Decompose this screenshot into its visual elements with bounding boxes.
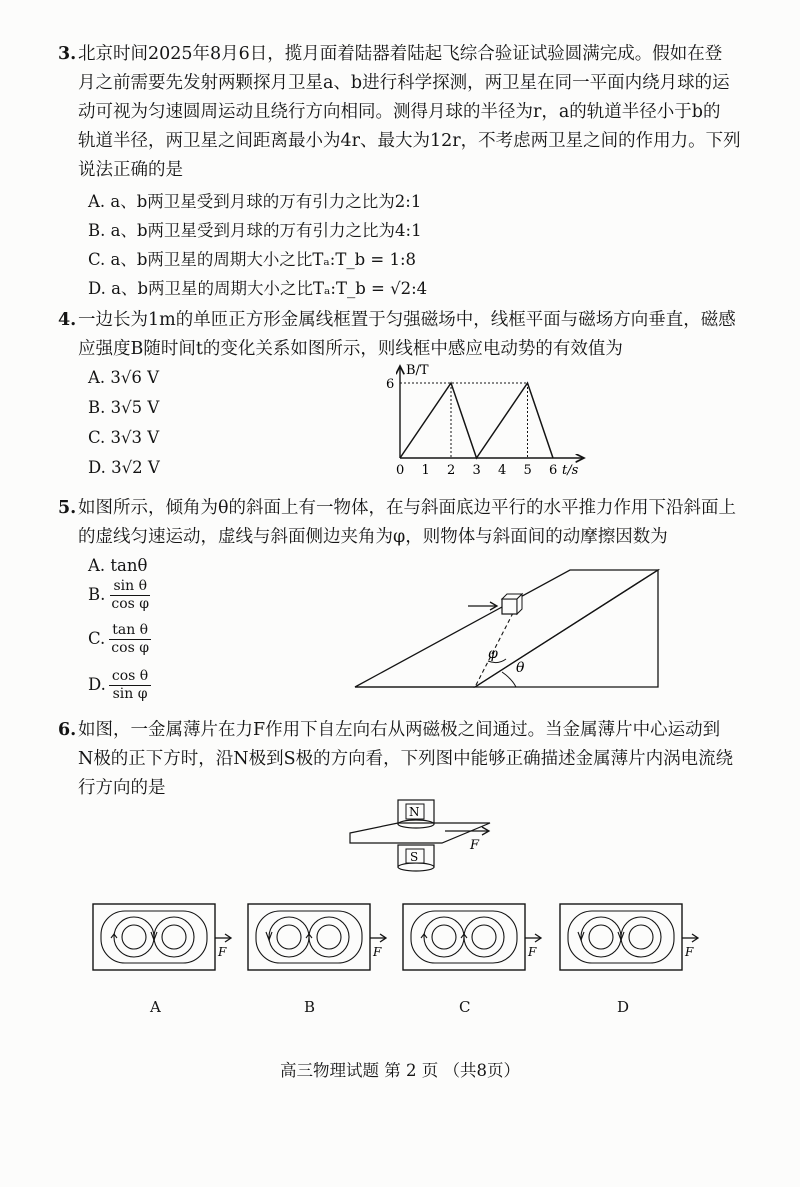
north-pole-magnet [398, 800, 434, 828]
eddy-panel-c[interactable] [400, 900, 550, 980]
question-number: 3. [58, 44, 77, 64]
south-label: S [410, 850, 419, 864]
question-text-line: 说法正确的是 [78, 160, 183, 180]
eddy-loop [589, 925, 613, 949]
option-d[interactable] [88, 668, 151, 703]
eddy-loop [162, 925, 186, 949]
incline-side-face [475, 570, 658, 687]
eddy-loop [154, 917, 194, 957]
denominator: cos φ [111, 596, 150, 612]
question-number: 4. [58, 310, 77, 330]
question-text-line: 动可视为匀速圆周运动且绕行方向相同。测得月球的半径为r，a的轨道半径小于b的 [78, 102, 721, 122]
fraction [108, 622, 152, 657]
x-tick-label: 2 [447, 463, 456, 478]
question-text-line: 轨道半径，两卫星之间距离最小为4r、最大为12r，不考虑两卫星之间的作用力。下列 [78, 131, 741, 151]
phi-label: φ [488, 646, 498, 662]
x-tick-label: 5 [523, 463, 532, 478]
force-label: F [373, 945, 382, 959]
eddy-panel-a[interactable] [90, 900, 240, 980]
eddy-loop [621, 917, 661, 957]
question-number: 6. [58, 720, 77, 740]
theta-label: θ [516, 660, 525, 676]
incline-figure [320, 555, 670, 695]
numerator: cos θ [109, 668, 151, 686]
question-text-line: 应强度B随时间t的变化关系如图所示，则线框中感应电动势的有效值为 [78, 339, 623, 359]
fraction [109, 668, 151, 703]
y-axis-label: B/T [406, 363, 429, 378]
south-pole-magnet [398, 845, 434, 871]
eddy-current-choices [90, 900, 710, 980]
option-b[interactable]: B. a、b两卫星受到月球的万有引力之比为4:1 [88, 221, 422, 240]
numerator: tan θ [109, 622, 151, 640]
denominator: sin φ [112, 686, 148, 702]
option-c[interactable]: C. a、b两卫星的周期大小之比Tₐ:T_b = 1:8 [88, 250, 417, 269]
magnet-figure [340, 795, 500, 875]
choice-b-label[interactable]: B [304, 998, 316, 1016]
option-label: D. [88, 675, 106, 694]
b-t-graph [370, 360, 600, 485]
choice-c-label[interactable]: C [459, 998, 471, 1016]
question-6 [58, 716, 750, 803]
option-label: C. [88, 629, 106, 648]
question-4 [58, 306, 750, 364]
eddy-loop [472, 925, 496, 949]
incline-top-face [355, 570, 658, 687]
eddy-loop [122, 925, 146, 949]
y-tick-label: 6 [386, 377, 395, 392]
x-tick-label: 3 [472, 463, 481, 478]
option-a[interactable]: A. 3√6 V [88, 368, 160, 387]
question-3 [58, 40, 750, 185]
question-text-line: 如图所示，倾角为θ的斜面上有一物体，在与斜面底边平行的水平推力作用下沿斜面上 [78, 498, 737, 518]
x-tick-label: 0 [396, 463, 405, 478]
option-c[interactable]: C. 3√3 V [88, 428, 160, 447]
eddy-loop [114, 917, 154, 957]
eddy-loop [277, 925, 301, 949]
option-b[interactable] [88, 578, 152, 613]
north-label: N [409, 805, 420, 819]
question-number: 5. [58, 498, 77, 518]
option-d[interactable]: D. a、b两卫星的周期大小之比Tₐ:T_b = √2:4 [88, 279, 428, 298]
option-a[interactable]: A. tanθ [88, 556, 148, 575]
b-t-series-line [400, 383, 553, 458]
eddy-loop [317, 925, 341, 949]
question-text-line: 一边长为1m的单匝正方形金属线框置于匀强磁场中，线框平面与磁场方向垂直，磁感 [78, 310, 736, 330]
eddy-loop [581, 917, 621, 957]
option-label: B. [88, 585, 106, 604]
choice-d-label[interactable]: D [617, 998, 630, 1016]
question-text-line: 月之前需要先发射两颗探月卫星a、b进行科学探测，两卫星在同一平面内绕月球的运 [78, 73, 730, 93]
eddy-loop [432, 925, 456, 949]
eddy-loop [629, 925, 653, 949]
question-text-line: 的虚线匀速运动，虚线与斜面侧边夹角为φ，则物体与斜面间的动摩擦因数为 [78, 527, 668, 547]
x-axis-label: t/s [562, 463, 579, 478]
option-d[interactable]: D. 3√2 V [88, 458, 160, 477]
page-footer: 高三物理试题 第 2 页 （共8页） [280, 1061, 520, 1080]
x-tick-label: 4 [498, 463, 507, 478]
option-b[interactable]: B. 3√5 V [88, 398, 160, 417]
x-tick-label: 6 [549, 463, 558, 478]
force-label: F [470, 838, 480, 853]
denominator: cos φ [111, 640, 150, 656]
eddy-loop [269, 917, 309, 957]
eddy-loop [464, 917, 504, 957]
question-text-line: N极的正下方时，沿N极到S极的方向看，下列图中能够正确描述金属薄片内涡电流绕 [78, 749, 734, 769]
eddy-loop [424, 917, 464, 957]
fraction [108, 578, 152, 613]
eddy-panel-d[interactable] [557, 900, 707, 980]
x-tick-label: 1 [421, 463, 430, 478]
eddy-panel-b[interactable] [245, 900, 395, 980]
force-label: F [218, 945, 227, 959]
theta-arc [502, 672, 516, 687]
eddy-loop [309, 917, 349, 957]
question-text-line: 北京时间2025年8月6日，揽月面着陆器着陆起飞综合验证试验圆满完成。假如在登 [78, 44, 723, 64]
choice-a-label[interactable]: A [150, 998, 161, 1016]
question-text-line: 如图，一金属薄片在力F作用下自左向右从两磁极之间通过。当金属薄片中心运动到 [78, 720, 721, 740]
numerator: sin θ [110, 578, 150, 596]
option-a[interactable]: A. a、b两卫星受到月球的万有引力之比为2:1 [88, 192, 422, 211]
question-text-line: 行方向的是 [78, 778, 166, 798]
question-5 [58, 494, 750, 552]
option-c[interactable] [88, 622, 152, 657]
force-label: F [528, 945, 537, 959]
force-label: F [685, 945, 694, 959]
block-icon [502, 594, 522, 614]
